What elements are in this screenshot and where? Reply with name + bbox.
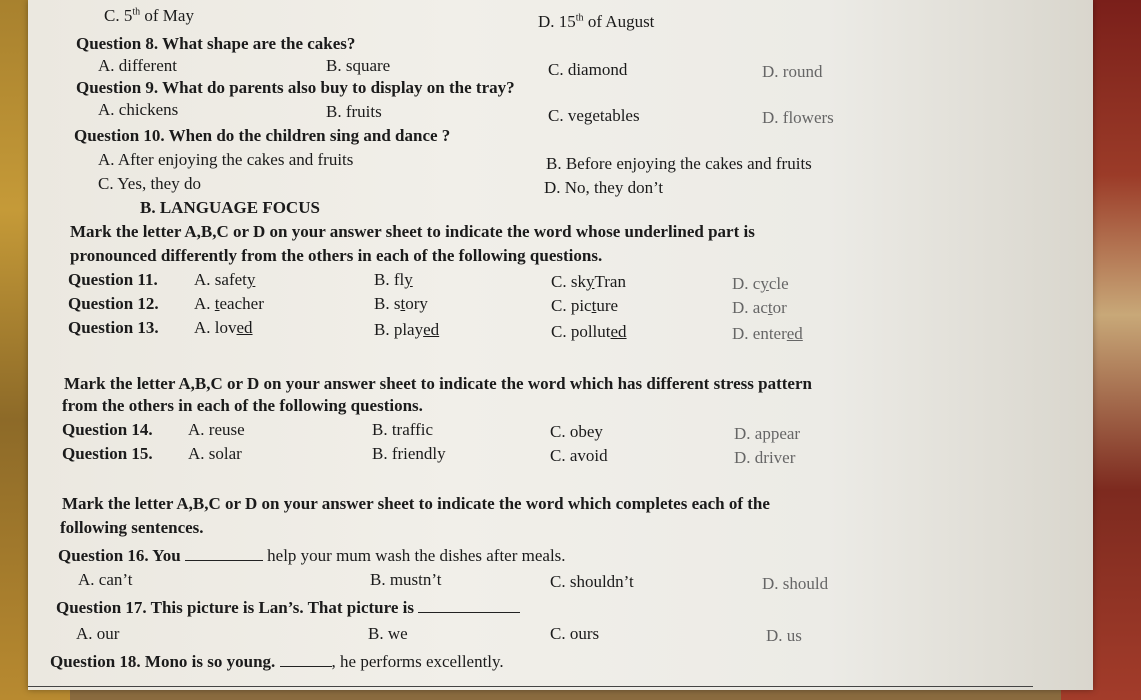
q17-option-b: B. we: [368, 624, 408, 643]
q9-option-d: D. flowers: [762, 108, 834, 127]
q7-option-c: C. 5th of May: [104, 6, 194, 25]
q8-option-c: C. diamond: [548, 60, 628, 79]
q10-option-b: B. Before enjoying the cakes and fruits: [546, 154, 812, 173]
q13-label: Question 13.: [68, 318, 159, 337]
q8-option-b: B. square: [326, 56, 391, 75]
q12-option-c: C. picture: [551, 296, 619, 315]
q16-blank: [185, 546, 263, 561]
q14-label: Question 14.: [62, 420, 153, 439]
q13-option-c: C. polluted: [551, 322, 627, 341]
instruction-stress-line1: Mark the letter A,B,C or D on your answer sheet to indicate the word which has different stress pattern: [64, 374, 812, 393]
q12-row: [68, 294, 159, 314]
instruction-complete-line2: following sentences.: [60, 518, 204, 537]
q12-option-d: D. actor: [732, 298, 787, 317]
instruction-stress-line2: from the others in each of the following questions.: [62, 396, 423, 415]
q15-option-d: D. driver: [734, 448, 796, 467]
q14-option-a: A. reuse: [188, 420, 245, 439]
q9-option-c: C. vegetables: [548, 106, 640, 125]
q15-option-c: C. avoid: [550, 446, 608, 465]
q15-row: [62, 444, 153, 464]
q8-stem: Question 8. What shape are the cakes?: [76, 34, 356, 53]
q9-stem: Question 9. What do parents also buy to display on the tray?: [76, 78, 515, 97]
q10-option-d: D. No, they don’t: [544, 178, 664, 197]
q13-row: [68, 318, 159, 338]
q17-option-d: D. us: [766, 626, 802, 645]
q16-option-d: D. should: [762, 574, 829, 593]
q11-option-d: D. cycle: [732, 274, 789, 293]
q12-label: Question 12.: [68, 294, 159, 313]
q15-option-b: B. friendly: [372, 444, 446, 463]
q17-blank: [418, 598, 520, 613]
q16-option-a: A. can’t: [78, 570, 133, 589]
q14-option-b: B. traffic: [372, 420, 434, 439]
section-b-heading: B. LANGUAGE FOCUS: [140, 198, 320, 217]
q8-option-d: D. round: [762, 62, 823, 81]
q16-stem: Question 16. You help your mum wash the dishes after meals.: [58, 546, 566, 565]
q15-label: Question 15.: [62, 444, 153, 463]
q17-option-a: A. our: [76, 624, 120, 643]
q14-option-c: C. obey: [550, 422, 603, 441]
q13-option-d: D. entered: [732, 324, 803, 343]
q10-option-c: C. Yes, they do: [98, 174, 201, 193]
q16-option-b: B. mustn’t: [370, 570, 442, 589]
q17-stem: Question 17. This picture is Lan’s. That picture is: [56, 598, 520, 618]
instruction-pronunciation-line2: pronounced differently from the others in each of the following questions.: [70, 246, 603, 265]
instruction-complete-line1: Mark the letter A,B,C or D on your answer sheet to indicate the word which completes each of the: [62, 494, 770, 513]
q12-option-a: A. teacher: [194, 294, 264, 313]
q9-option-b: B. fruits: [326, 102, 382, 121]
q13-option-b: B. played: [374, 320, 440, 339]
q18-blank: [280, 652, 332, 667]
q18-stem: Question 18. Mono is so young. , he performs excellently.: [50, 652, 504, 671]
q11-option-a: A. safety: [194, 270, 256, 289]
q10-stem: Question 10. When do the children sing and dance ?: [74, 126, 451, 145]
q11-option-b: B. fly: [374, 270, 413, 289]
q15-option-a: A. solar: [188, 444, 242, 463]
q8-option-a: A. different: [98, 56, 177, 75]
q10-option-a: A. After enjoying the cakes and fruits: [98, 150, 354, 169]
q11-label: Question 11.: [68, 270, 158, 289]
q9-option-a: A. chickens: [98, 100, 179, 119]
q13-option-a: A. loved: [194, 318, 253, 337]
q14-row: [62, 420, 153, 440]
q17-option-c: C. ours: [550, 624, 600, 643]
q7-option-d: D. 15th of August: [538, 12, 655, 31]
q11-option-c: C. skyTran: [551, 272, 626, 291]
q11-row: [68, 270, 158, 290]
q14-option-d: D. appear: [734, 424, 801, 443]
q12-option-b: B. story: [374, 294, 428, 313]
bottom-rule: [28, 686, 1033, 687]
worksheet-page: [28, 0, 1093, 690]
instruction-pronunciation-line1: Mark the letter A,B,C or D on your answer sheet to indicate the word whose underlined part is: [70, 222, 755, 241]
q16-option-c: C. shouldn’t: [550, 572, 634, 591]
